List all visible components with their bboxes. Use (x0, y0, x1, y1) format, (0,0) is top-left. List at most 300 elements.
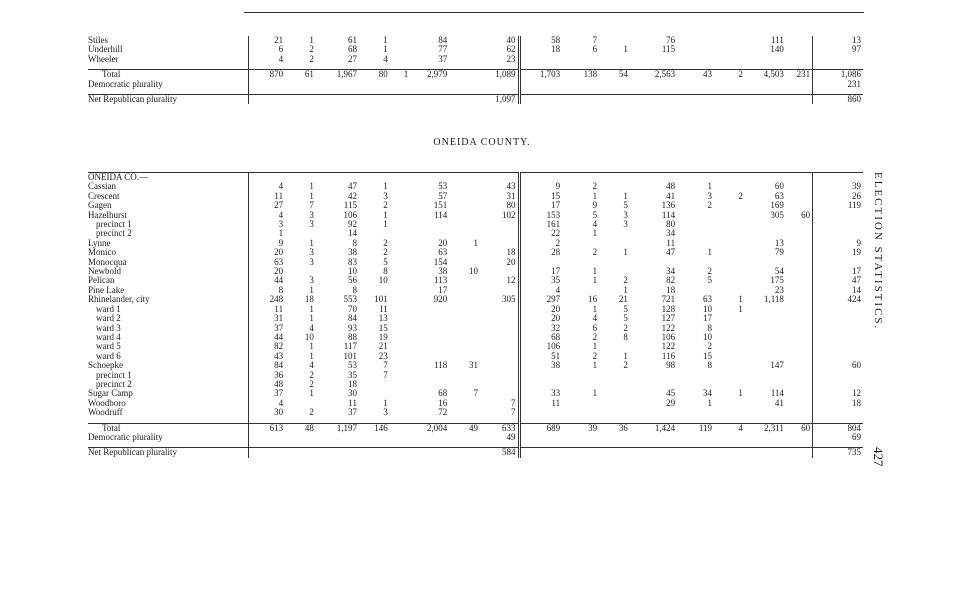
cell-value (786, 80, 813, 89)
cell-value (714, 314, 745, 323)
cell-value (714, 371, 745, 380)
cell-value: 53 (438, 182, 448, 192)
cell-value (316, 80, 359, 89)
cell-value: 20 (248, 248, 285, 257)
cell-value: 128 (661, 304, 676, 314)
table-row (88, 55, 863, 64)
table-row (88, 229, 863, 238)
row-label: Stiles (88, 36, 109, 45)
cell-value (786, 399, 813, 408)
cell-value: 3 (309, 248, 314, 258)
cell-value: 38 (438, 267, 448, 277)
cell-value (786, 276, 813, 285)
cell-value (714, 201, 745, 210)
cell-value: 4 (519, 286, 562, 295)
cell-value: 106 (519, 342, 562, 351)
cell-value (449, 314, 480, 323)
top-rule (244, 12, 864, 13)
cell-value: 43 (248, 352, 285, 361)
cell-value: 1 (309, 238, 314, 248)
cell-value: 1 (309, 342, 314, 352)
cell-value (519, 371, 562, 380)
cell-value (359, 286, 390, 295)
cell-value: 32 (519, 324, 562, 333)
cell-value (714, 239, 745, 248)
cell-value (410, 333, 449, 342)
table-row (88, 361, 863, 370)
cell-value: 84 (347, 314, 357, 324)
cell-value (390, 423, 411, 433)
cell-value (449, 448, 480, 458)
top-table-body (88, 36, 863, 104)
cell-value (285, 229, 316, 238)
table-row (88, 45, 863, 54)
cell-value (714, 276, 745, 285)
cell-value: 37 (248, 324, 285, 333)
cell-value (449, 95, 480, 105)
cell-value (390, 371, 411, 380)
cell-value (813, 314, 863, 323)
cell-value: 20 (506, 257, 516, 267)
cell-value: 41 (666, 191, 676, 201)
cell-value (480, 229, 519, 238)
cell-value (677, 211, 714, 220)
cell-value: 13 (774, 238, 784, 248)
cell-value: 11 (519, 399, 562, 408)
cell-value: 14 (347, 229, 357, 239)
cell-value: 1 (383, 36, 388, 45)
cell-value (813, 352, 863, 361)
cell-value: 61 (285, 70, 316, 80)
cell-value (630, 380, 677, 389)
cell-value: 12 (506, 276, 516, 286)
cell-value (599, 399, 630, 408)
cell-value: 1,086 (813, 70, 863, 80)
cell-value (677, 80, 714, 89)
cell-value: 18 (519, 45, 562, 54)
cell-value: 68 (519, 333, 562, 342)
cell-value: 231 (813, 80, 863, 89)
cell-value: 111 (771, 36, 784, 45)
cell-value: 305 (502, 295, 516, 305)
cell-value: 15 (703, 351, 713, 361)
cell-value: 11 (666, 238, 676, 248)
cell-value: 72 (438, 408, 448, 418)
cell-value (677, 55, 714, 64)
cell-value (786, 371, 813, 380)
cell-value: 1,089 (480, 70, 519, 80)
cell-value: 860 (813, 95, 863, 105)
cell-value: 1 (707, 398, 713, 408)
cell-value (599, 448, 630, 458)
cell-value (390, 342, 411, 351)
cell-value: 613 (248, 423, 285, 433)
cell-value (390, 258, 411, 267)
cell-value (390, 295, 411, 304)
cell-value: 1 (390, 70, 411, 80)
cell-value (316, 448, 359, 458)
cell-value (359, 80, 390, 89)
cell-value (813, 408, 863, 417)
cell-value: 2 (623, 276, 628, 286)
row-label: Pelican (88, 276, 115, 286)
cell-value (677, 258, 714, 267)
row-label: ward 1 (96, 304, 121, 314)
cell-value: 20 (519, 305, 562, 314)
cell-value: 1 (592, 276, 598, 286)
cell-value: 23 (378, 351, 388, 361)
row-label: ward 2 (96, 314, 121, 324)
cell-value: 36 (248, 371, 285, 380)
cell-value: 1,197 (316, 423, 359, 433)
row-label: ward 5 (96, 342, 121, 352)
cell-value (449, 276, 480, 285)
cell-value: 3 (309, 220, 314, 230)
cell-value (316, 433, 359, 442)
oneida-table-body (88, 173, 863, 458)
cell-value: 17 (519, 267, 562, 276)
cell-value (390, 352, 411, 361)
cell-value: 5 (383, 257, 388, 267)
cell-value: 7 (511, 398, 516, 408)
cell-value: 5 (623, 314, 628, 324)
cell-value: 9 (813, 239, 863, 248)
cell-value (786, 286, 813, 295)
cell-value: 114 (770, 389, 784, 399)
cell-value (813, 173, 863, 183)
cell-value: 63 (703, 295, 713, 305)
cell-value: 2,979 (410, 70, 449, 80)
cell-value (786, 248, 813, 257)
cell-value: 77 (438, 45, 448, 55)
cell-value (480, 286, 519, 295)
cell-value: 3 (383, 191, 388, 201)
cell-value: 49 (506, 432, 516, 442)
cell-value: 1 (738, 295, 743, 305)
cell-value: 9 (248, 239, 285, 248)
cell-value (599, 258, 630, 267)
cell-value: 60 (774, 182, 784, 192)
cell-value (677, 45, 714, 54)
cell-value: 45 (666, 389, 676, 399)
cell-value: 3 (623, 220, 628, 230)
table-row (88, 408, 863, 417)
cell-value: 70 (347, 304, 357, 314)
cell-value: 2 (592, 248, 598, 258)
cell-value: 2,311 (745, 423, 786, 433)
cell-value: 51 (519, 352, 562, 361)
table-row (88, 342, 863, 351)
table-row (88, 399, 863, 408)
cell-value (714, 342, 745, 351)
cell-value (248, 80, 285, 89)
cell-value: 4 (309, 323, 314, 333)
oneida-statistics-table (88, 172, 863, 458)
net-republican-plurality-row (88, 95, 863, 105)
row-label: Democratic plurality (88, 79, 163, 89)
cell-value: 88 (347, 332, 357, 342)
row-label: precinct 1 (96, 370, 132, 380)
cell-value (359, 173, 390, 183)
cell-value: 5 (592, 210, 598, 220)
cell-value: 2 (592, 182, 598, 192)
cell-value: 870 (248, 70, 285, 80)
cell-value (677, 286, 714, 295)
total-row (88, 70, 863, 80)
row-label: Wheeler (88, 54, 119, 64)
cell-value (714, 95, 745, 105)
cell-value (390, 408, 411, 417)
cell-value: 4 (714, 423, 745, 433)
cell-value: 4 (248, 182, 285, 191)
cell-value (285, 448, 316, 458)
cell-value: 2 (707, 342, 713, 352)
cell-value (390, 324, 411, 333)
cell-value: 6 (592, 323, 598, 333)
democratic-plurality-row (88, 433, 863, 442)
cell-value: 1 (309, 36, 314, 45)
democratic-plurality-row (88, 80, 863, 89)
cell-value: 305 (770, 210, 784, 220)
cell-value: 20 (438, 238, 448, 248)
table-row (88, 239, 863, 248)
cell-value: 8 (352, 285, 357, 295)
cell-value (285, 173, 316, 183)
cell-value: 7 (309, 201, 314, 211)
cell-value (677, 371, 714, 380)
cell-value (359, 380, 390, 389)
cell-value (813, 229, 863, 238)
cell-value (599, 95, 630, 105)
cell-value (786, 305, 813, 314)
cell-value (480, 314, 519, 323)
cell-value (745, 342, 786, 351)
cell-value (562, 408, 599, 417)
cell-value: 17 (813, 267, 863, 276)
cell-value (562, 55, 599, 64)
cell-value: 3 (383, 408, 388, 418)
cell-value (449, 192, 480, 201)
cell-value (786, 36, 813, 45)
cell-value: 1 (309, 389, 314, 399)
table-row (88, 36, 863, 45)
cell-value (813, 258, 863, 267)
cell-value: 7 (383, 370, 388, 380)
cell-value: 15 (378, 323, 388, 333)
cell-value (714, 258, 745, 267)
cell-value: 37 (248, 389, 285, 398)
cell-value: 101 (343, 351, 357, 361)
cell-value: 115 (343, 201, 357, 211)
cell-value: 147 (770, 361, 784, 371)
cell-value (745, 305, 786, 314)
cell-value: 116 (661, 351, 676, 361)
cell-value: 1 (383, 210, 388, 220)
cell-value (390, 267, 411, 276)
cell-value (480, 371, 519, 380)
cell-value (390, 248, 411, 257)
cell-value (714, 433, 745, 442)
cell-value (449, 324, 480, 333)
cell-value: 10 (703, 304, 713, 314)
cell-value (599, 371, 630, 380)
cell-value (359, 95, 390, 105)
cell-value: 84 (248, 361, 285, 370)
cell-value: 33 (519, 389, 562, 398)
cell-value: 4 (592, 220, 598, 230)
cell-value: 36 (599, 423, 630, 433)
cell-value: 63 (438, 248, 448, 258)
cell-value (562, 399, 599, 408)
cell-value: 584 (480, 448, 519, 458)
cell-value (410, 80, 449, 89)
cell-value (410, 305, 449, 314)
cell-value (745, 55, 786, 64)
cell-value (714, 36, 745, 45)
cell-value: 424 (813, 295, 863, 304)
cell-value (786, 408, 813, 417)
cell-value (449, 36, 480, 45)
cell-value (562, 448, 599, 458)
cell-value (745, 333, 786, 342)
cell-value (449, 371, 480, 380)
cell-value (562, 380, 599, 389)
cell-value (745, 258, 786, 267)
cell-value: 47 (666, 248, 676, 258)
cell-value (630, 408, 677, 417)
cell-value (519, 408, 562, 417)
cell-value (285, 95, 316, 105)
row-label: precinct 2 (96, 379, 132, 389)
cell-value (480, 305, 519, 314)
cell-value (813, 305, 863, 314)
cell-value (449, 258, 480, 267)
cell-value (714, 229, 745, 238)
cell-value (786, 433, 813, 442)
cell-value: 920 (433, 295, 448, 305)
cell-value (714, 380, 745, 389)
cell-value (745, 448, 786, 458)
cell-value (745, 352, 786, 361)
cell-value (714, 324, 745, 333)
cell-value (786, 182, 813, 191)
cell-value (562, 173, 599, 183)
cell-value: 27 (347, 54, 357, 64)
row-label: ward 4 (96, 332, 121, 342)
cell-value: 17 (519, 201, 562, 210)
cell-value (599, 389, 630, 398)
cell-value (480, 80, 519, 89)
cell-value (562, 371, 599, 380)
cell-value (786, 380, 813, 389)
cell-value (745, 324, 786, 333)
cell-value (562, 258, 599, 267)
cell-value (714, 352, 745, 361)
cell-value (390, 220, 411, 229)
cell-value: 4 (592, 314, 598, 324)
cell-value (480, 324, 519, 333)
cell-value: 18 (304, 295, 314, 305)
cell-value: 721 (661, 295, 676, 305)
cell-value: 633 (480, 423, 519, 433)
row-label: precinct 2 (96, 229, 132, 239)
cell-value (449, 182, 480, 191)
cell-value: 43 (506, 182, 516, 192)
cell-value: 34 (666, 267, 676, 277)
cell-value: 10 (703, 332, 713, 342)
cell-value: 2 (738, 191, 743, 201)
cell-value (599, 408, 630, 417)
cell-value: 4,503 (745, 70, 786, 80)
cell-value (410, 229, 449, 238)
cell-value: 29 (666, 398, 676, 408)
cell-value: 1 (707, 248, 713, 258)
cell-value (813, 380, 863, 389)
cell-value (786, 295, 813, 304)
cell-value: 15 (519, 192, 562, 201)
cell-value (745, 220, 786, 229)
cell-value (390, 239, 411, 248)
cell-value (390, 361, 411, 370)
cell-value: 1 (383, 45, 388, 55)
cell-value (390, 80, 411, 89)
cell-value (449, 173, 480, 183)
cell-value: 2 (592, 351, 598, 361)
cell-value (390, 333, 411, 342)
cell-value (390, 36, 411, 45)
cell-value: 23 (506, 54, 516, 64)
cell-value (714, 248, 745, 257)
cell-value: 1 (592, 389, 598, 399)
cell-value: 69 (813, 433, 863, 442)
cell-value: 11 (348, 398, 357, 408)
cell-value: 8 (383, 267, 388, 277)
cell-value (599, 239, 630, 248)
cell-value (390, 448, 411, 458)
cell-value: 1 (623, 351, 628, 361)
cell-value (630, 433, 677, 442)
cell-value: 48 (666, 182, 676, 192)
cell-value (786, 201, 813, 210)
cell-value (599, 267, 630, 276)
cell-value: 122 (661, 323, 676, 333)
cell-value (285, 80, 316, 89)
cell-value (390, 314, 411, 323)
cell-value (449, 399, 480, 408)
cell-value: 60 (786, 423, 813, 433)
cell-value: 11 (248, 192, 285, 201)
cell-value (630, 173, 677, 183)
cell-value (449, 380, 480, 389)
cell-value (410, 220, 449, 229)
cell-value (786, 258, 813, 267)
cell-value: 21 (248, 36, 285, 45)
cell-value: 153 (519, 211, 562, 220)
cell-value: 1 (309, 285, 314, 295)
cell-value: 44 (248, 276, 285, 285)
cell-value: 804 (813, 423, 863, 433)
row-label: Hazelhurst (88, 210, 127, 220)
cell-value: 27 (248, 201, 285, 210)
cell-value: 735 (813, 448, 863, 458)
cell-value: 62 (506, 45, 516, 55)
cell-value (410, 173, 449, 183)
table-row (88, 380, 863, 389)
cell-value: 44 (248, 333, 285, 342)
cell-value (390, 192, 411, 201)
cell-value: 10 (304, 332, 314, 342)
cell-value (677, 36, 714, 45)
